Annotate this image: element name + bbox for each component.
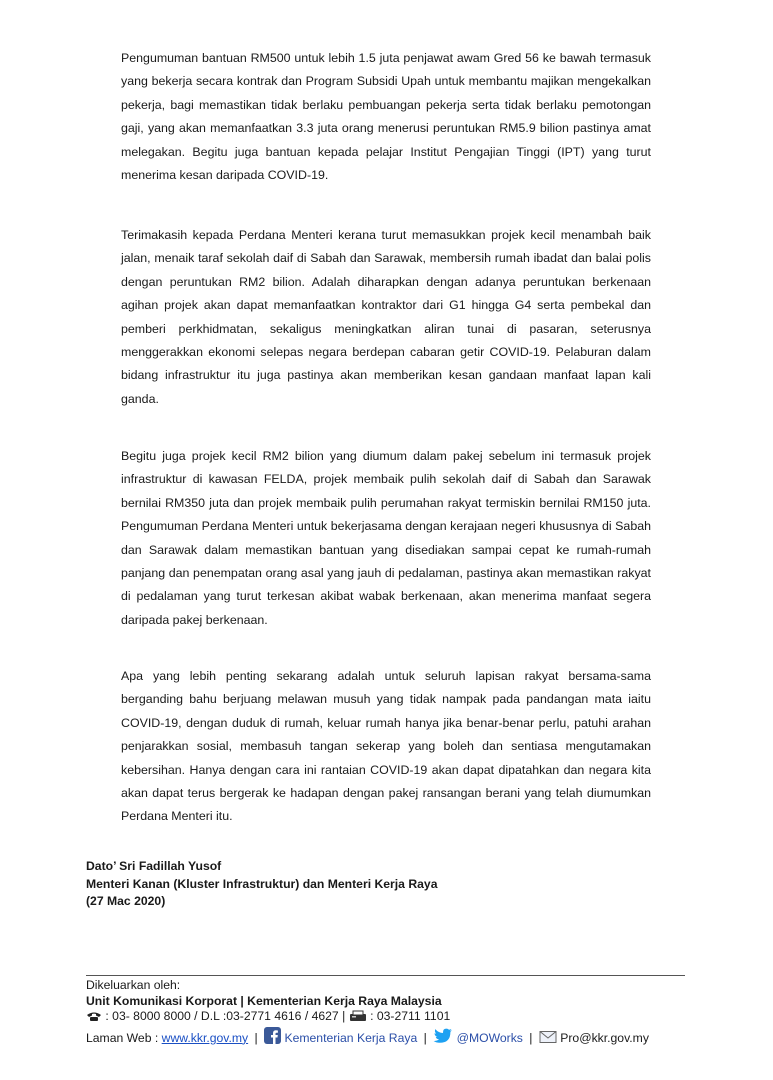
- web-label: Laman Web :: [86, 1030, 159, 1045]
- issuing-unit: Unit Komunikasi Korporat | Kementerian Kerja Raya Malaysia: [86, 993, 442, 1008]
- twitter-icon: [433, 1028, 453, 1049]
- fax-icon: [349, 1010, 367, 1027]
- telephone-icon: [86, 1011, 102, 1027]
- fax-number: : 03-2711 1101: [370, 1009, 451, 1024]
- separator: |: [254, 1030, 258, 1045]
- facebook-page-link[interactable]: Kementerian Kerja Raya: [284, 1030, 418, 1045]
- signatory-name: Dato’ Sri Fadillah Yusof: [86, 859, 222, 873]
- footer-divider: [86, 975, 685, 976]
- body-paragraph-4: Apa yang lebih penting sekarang adalah untuk seluruh lapisan rakyat bersama-sama berganding bahu berjuang melawan musuh yang tidak nampak pada pandangan mata iaitu COVID-19, dengan duduk di rumah, keluar rumah hanya jika benar-benar perlu, patuhi arahan penjarakkan sosial, membasuh tangan sekerap yang boleh dan sentiasa mengutamakan kebersihan. Hanya dengan cara ini rantaian COVID-19 akan dapat dipatahkan dan negara kita akan dapat terus bergerak ke hadapan dengan pakej ransangan berani yang telah diumumkan Perdana Menteri itu.: [121, 669, 651, 824]
- web-line: [86, 1027, 649, 1049]
- body-paragraph-1: Pengumuman bantuan RM500 untuk lebih 1.5 juta penjawat awam Gred 56 ke bawah termasuk yang bekerja secara kontrak dan Program Subsidi Upah untuk membantu majikan mengekalkan pekerja, bagi memastikan tidak berlaku pembuangan pekerja serta tidak berlaku pemotongan gaji, yang akan memanfaatkan 3.3 juta orang menerusi peruntukan RM5.9 bilion pastinya amat melegakan. Begitu juga bantuan kepada pelajar Institut Pengajian Tinggi (IPT) yang turut menerima kesan daripada COVID-19.: [121, 51, 651, 183]
- contact-line: [86, 1009, 649, 1027]
- email-address-link[interactable]: Pro@kkr.gov.my: [560, 1030, 649, 1045]
- signatory-title: Menteri Kanan (Kluster Infrastruktur) dan Menteri Kerja Raya: [86, 876, 438, 891]
- signature-block: [86, 858, 438, 911]
- body-paragraph-3: Begitu juga projek kecil RM2 bilion yang diumum dalam pakej sebelum ini termasuk projek infrastruktur di kawasan FELDA, projek membaik pulih sekolah daif di Sabah dan Sarawak bernilai RM350 juta dan projek membaik pulih perumahan rakyat termiskin bernilai RM150 juta. Pengumuman Perdana Menteri untuk bekerjasama dengan kerajaan negeri khususnya di Sabah dan Sarawak dalam memastikan bantuan yang disediakan sampai cepat ke rumah-rumah panjang dan penempatan orang asal yang jauh di pedalaman, pastinya akan memastikan rakyat di pedalaman yang turut terkesan akibat wabak berkenaan, akan menerima manfaat segera daripada pakej berkenaan.: [121, 449, 651, 627]
- phone-numbers: : 03- 8000 8000 / D.L :03-2771 4616 / 4627 |: [105, 1009, 346, 1024]
- body-paragraph-2: Terimakasih kepada Perdana Menteri kerana turut memasukkan projek kecil menambah baik jalan, menaik taraf sekolah daif di Sabah dan Sarawak, membersih rumah ibadat dan balai polis dengan peruntukan RM2 bilion. Adalah diharapkan dengan adanya peruntukan berkenaan agihan projek akan dapat memanfaatkan kontraktor dari G1 hingga G4 serta pembekal dan pemberi perkhidmatan, sekaligus meningkatkan aliran tunai di pasaran, seterusnya menggerakkan ekonomi selepas negara berdepan cabaran getir COVID-19. Pelaburan dalam bidang infrastruktur itu juga pastinya akan memberikan kesan gandaan manfaat lapan kali ganda.: [121, 228, 651, 406]
- separator: |: [423, 1030, 427, 1045]
- release-date: (27 Mac 2020): [86, 894, 166, 909]
- facebook-icon: [264, 1027, 281, 1049]
- website-link[interactable]: www.kkr.gov.my: [161, 1030, 249, 1045]
- twitter-handle-link[interactable]: @MOWorks: [456, 1030, 523, 1045]
- footer: [86, 978, 649, 1048]
- email-icon: [539, 1030, 557, 1049]
- issued-by-label: Dikeluarkan oleh:: [86, 978, 181, 992]
- separator: |: [529, 1030, 533, 1045]
